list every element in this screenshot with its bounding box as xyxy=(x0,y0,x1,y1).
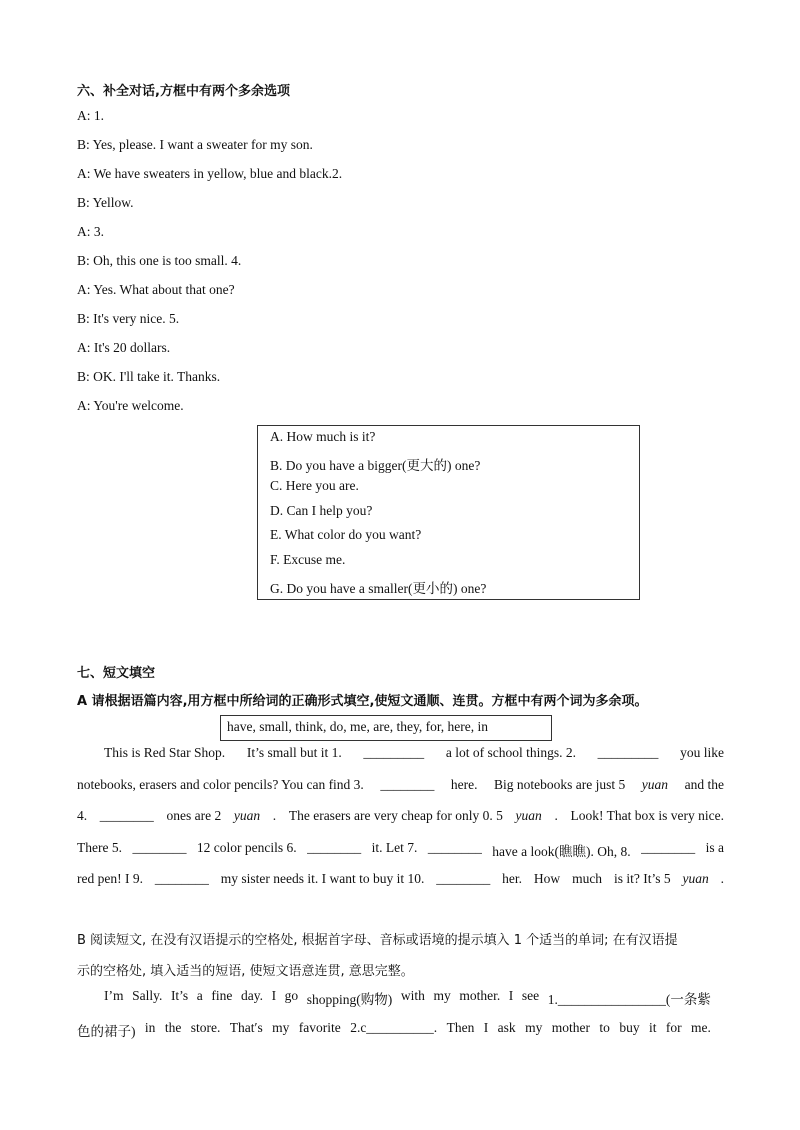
passage-token: see xyxy=(521,988,540,1003)
option-item: B. Do you have a bigger(更大的) one? xyxy=(270,457,481,473)
passage-token: I xyxy=(483,1020,489,1035)
dialogue-line: A: Yes. What about that one? xyxy=(77,282,235,297)
passage-token: Sally. xyxy=(132,988,163,1003)
passage-line xyxy=(77,871,724,887)
passage-token: here. xyxy=(450,776,478,792)
passage-token: It’s xyxy=(170,988,189,1003)
blank-field[interactable]: ________ xyxy=(427,839,482,855)
passage-token: 1.________________(一条紫 xyxy=(547,992,711,1007)
passage-token: yuan xyxy=(641,776,669,792)
option-item: A. How much is it? xyxy=(270,429,376,444)
passage-token: you like xyxy=(680,745,724,760)
passage-token: day. xyxy=(240,988,263,1003)
passage-token: a xyxy=(196,988,203,1003)
passage-token: is a xyxy=(705,839,724,855)
blank-field[interactable]: ________ xyxy=(99,808,154,823)
word-bank: have, small, think, do, me, are, they, for, here, in xyxy=(227,719,489,734)
passage-token: to xyxy=(599,1020,610,1035)
passage-line xyxy=(77,808,724,824)
dialogue-line: B: Yes, please. I want a sweater for my son. xyxy=(77,137,313,152)
passage-token: store. xyxy=(190,1020,221,1035)
section-6-title: 六、补全对话,方框中有两个多余选项 xyxy=(77,84,290,99)
dialogue-line: B: Oh, this one is too small. 4. xyxy=(77,253,242,268)
passage-token: favorite xyxy=(298,1020,341,1035)
passage-token: go xyxy=(284,988,299,1003)
option-item: E. What color do you want? xyxy=(270,527,422,543)
dialogue-line: A: 1. xyxy=(77,108,104,123)
option-item: G. Do you have a smaller(更小的) one? xyxy=(270,580,487,596)
blank-field[interactable]: ________ xyxy=(380,776,435,792)
part-a-passage xyxy=(77,745,724,895)
passage-line xyxy=(77,840,724,860)
passage-token: How xyxy=(533,871,561,886)
passage-token: I’m xyxy=(104,988,124,1003)
part-b-passage xyxy=(77,988,711,1048)
passage-token: it. Let 7. xyxy=(371,839,418,855)
passage-token: my xyxy=(433,988,451,1003)
passage-token: my xyxy=(525,1020,543,1035)
part-a-instruction: A 请根据语篇内容,用方框中所给词的正确形式填空,使短文通顺、连贯。方框中有两个词为多余项。 xyxy=(77,694,648,709)
passage-token: ones are 2 xyxy=(166,808,222,823)
passage-token: mother. xyxy=(459,988,501,1003)
passage-token: yuan xyxy=(233,808,261,823)
dialogue-line: B: OK. I'll take it. Thanks. xyxy=(77,369,221,384)
passage-token: buy xyxy=(619,1020,640,1035)
dialogue-line: B: It's very nice. 5. xyxy=(77,311,180,326)
passage-token: It’s small but it 1. xyxy=(246,745,342,760)
option-item: D. Can I help you? xyxy=(270,502,373,518)
dialogue-line: A: We have sweaters in yellow, blue and black.2. xyxy=(77,166,343,181)
passage-line xyxy=(77,1020,711,1040)
passage-token: This is Red Star Shop. xyxy=(104,745,226,760)
dialogue-line: A: 3. xyxy=(77,224,104,239)
passage-token: notebooks, erasers and color pencils? You can find 3. xyxy=(77,776,364,792)
passage-token: I xyxy=(508,988,514,1003)
passage-token: is it? It’s 5 xyxy=(613,871,671,886)
passage-token: The erasers are very cheap for only 0. 5 xyxy=(288,808,503,823)
options-box xyxy=(257,425,640,600)
passage-token: fine xyxy=(211,988,233,1003)
dialogue-line: A: You're welcome. xyxy=(77,398,184,413)
option-item: C. Here you are. xyxy=(270,478,359,494)
blank-field[interactable]: ________ xyxy=(154,871,209,886)
option-item: F. Excuse me. xyxy=(270,552,346,567)
passage-token: my xyxy=(272,1020,290,1035)
part-b-instruction-2: 示的空格处, 填入适当的短语, 使短文语意连贯, 意思完整。 xyxy=(77,964,414,979)
passage-token: . xyxy=(272,808,277,823)
passage-line xyxy=(77,777,724,793)
passage-token: her. xyxy=(502,871,523,886)
dialogue-line: B: Yellow. xyxy=(77,195,134,210)
passage-token: mother xyxy=(551,1020,590,1035)
passage-token: 色的裙子) xyxy=(77,1024,136,1039)
passage-token: yuan xyxy=(515,808,542,823)
passage-token: That′s xyxy=(229,1020,263,1035)
passage-token: ask xyxy=(497,1020,516,1035)
passage-token: me. xyxy=(691,1020,711,1035)
section-7-title: 七、短文填空 xyxy=(77,666,156,681)
dialogue-line: A: It's 20 dollars. xyxy=(77,340,171,355)
blank-field[interactable]: _________ xyxy=(597,745,659,760)
blank-field[interactable]: ________ xyxy=(307,839,362,855)
part-b-instruction-1: B 阅读短文, 在没有汉语提示的空格处, 根据首字母、音标或语境的提示填入 1 个适当的单词; 在有汉语提 xyxy=(77,933,678,948)
passage-token: much xyxy=(572,871,603,886)
passage-token: a lot of school things. 2. xyxy=(445,745,576,760)
blank-field[interactable]: ________ xyxy=(436,871,491,886)
passage-token: . xyxy=(720,871,724,886)
passage-token: my sister needs it. I want to buy it 10. xyxy=(220,871,425,886)
passage-token: . xyxy=(554,808,558,823)
passage-token: in xyxy=(144,1020,156,1035)
passage-token: and the xyxy=(684,776,724,792)
passage-token: red pen! I 9. xyxy=(77,871,143,886)
passage-line xyxy=(104,988,711,1008)
passage-token: Look! That box is very nice. xyxy=(570,808,724,823)
passage-token: 12 color pencils 6. xyxy=(196,839,297,855)
blank-field[interactable]: ________ xyxy=(132,839,187,855)
passage-token: it xyxy=(648,1020,657,1035)
passage-token: 2.c__________. xyxy=(350,1020,438,1035)
passage-token: Then xyxy=(446,1020,475,1035)
passage-token: for xyxy=(665,1020,682,1035)
passage-token: There 5. xyxy=(77,839,122,855)
passage-token: Big notebooks are just 5 xyxy=(494,776,626,792)
passage-line xyxy=(104,745,724,761)
passage-token: with xyxy=(400,988,425,1003)
word-bank-box xyxy=(220,715,552,741)
blank-field[interactable]: ________ xyxy=(641,839,696,855)
passage-token: yuan xyxy=(682,871,709,886)
passage-token: the xyxy=(164,1020,182,1035)
passage-token: I xyxy=(271,988,277,1003)
passage-token: 4. xyxy=(77,808,88,823)
passage-token: have a look(瞧瞧). Oh, 8. xyxy=(492,843,631,859)
passage-token: shopping(购物) xyxy=(306,992,393,1007)
blank-field[interactable]: _________ xyxy=(363,745,425,760)
